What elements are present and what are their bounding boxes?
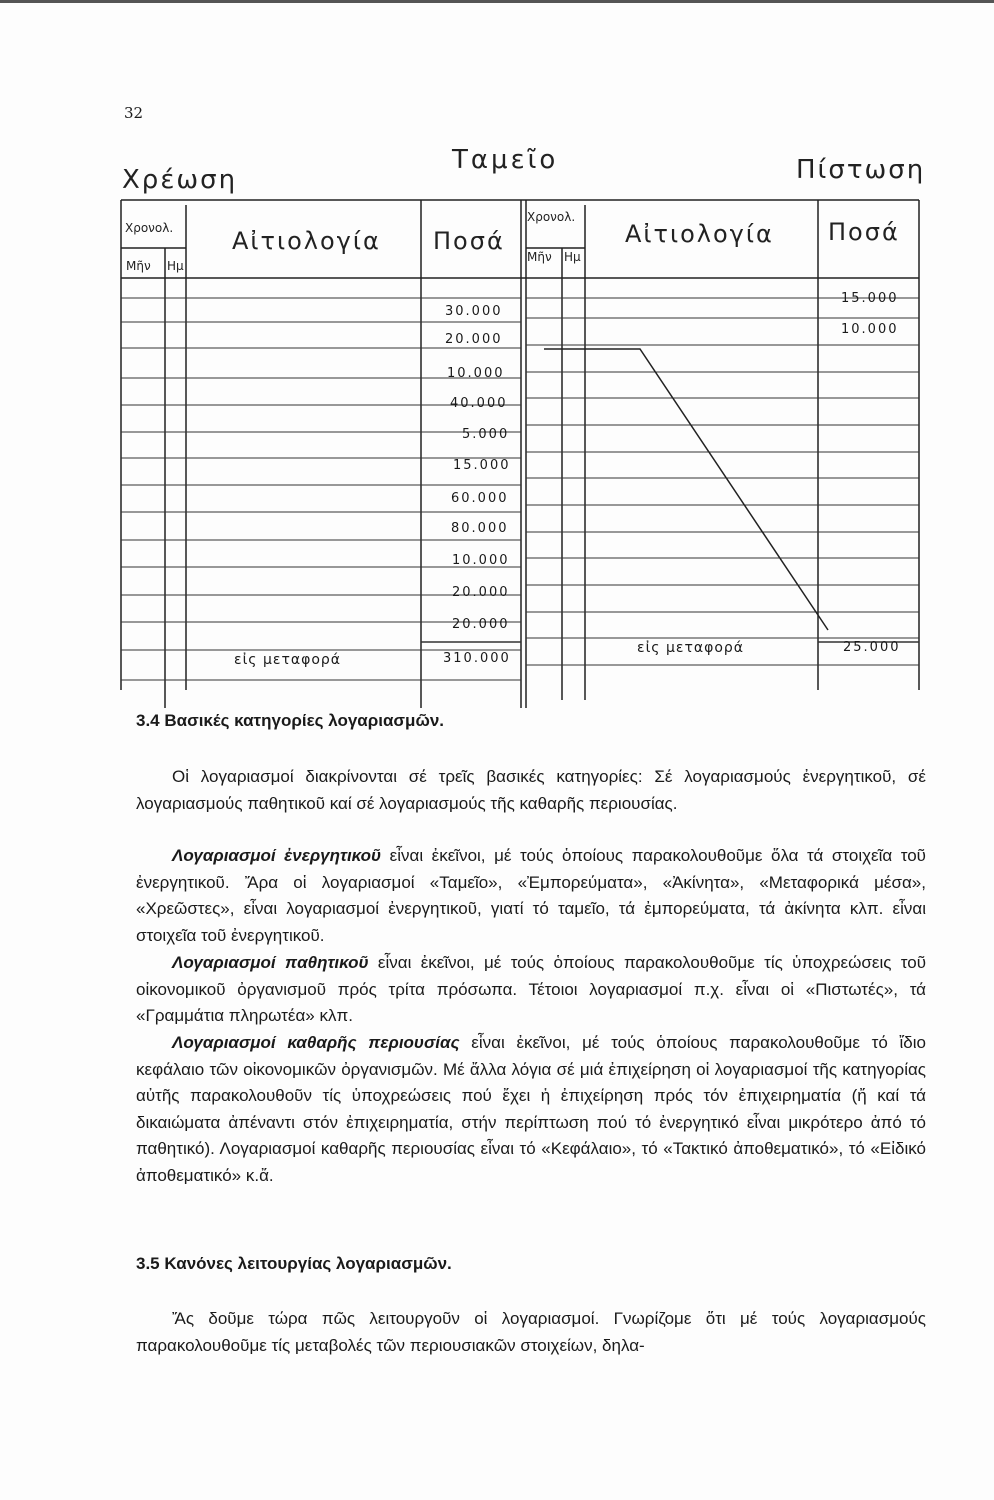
credit-col-amount: Ποσά: [828, 218, 900, 246]
section-3-4-paragraph-1: Οἱ λογαριασμοί διακρίνονται σέ τρεῖς βασικές κατηγορίες: Σέ λογαριασμούς ἐνεργητικοῦ, σέ λογαριασμούς παθητικοῦ καί σέ λογαριασμούς τῆς καθαρῆς περιουσίας.: [136, 767, 926, 813]
credit-carry-label: εἰς μεταφορά: [637, 640, 745, 656]
debit-amount: 15.000: [453, 458, 511, 473]
section-3-4-paragraph-3: Λογαριασμοί παθητικοῦ εἶναι ἐκεῖνοι, μέ τούς ὁποίους παρακολουθοῦμε τίς ὑποχρεώσεις τοῦ οἰκονομικοῦ ὀργανισμοῦ πρός τρίτα πρόσωπα. Τέτοιοι λογαριασμοί π.χ. εἶναι οἱ «Πιστωτές», τά «Γραμμάτια πληρωτέα» κλπ.: [136, 953, 926, 1025]
debit-amount: 20.000: [452, 617, 510, 632]
debit-amount: 60.000: [451, 491, 509, 506]
term-liabilities: Λογαριασμοί παθητικοῦ: [172, 953, 369, 972]
section-3-4-paragraph-4: Λογαριασμοί καθαρῆς περιουσίας εἶναι ἐκεῖνοι, μέ τούς ὁποίους παρακολουθοῦμε τό ἴδιο κεφάλαιο τῶν οἰκονομικῶν ὀργανισμῶν. Μέ ἄλλα λόγια σέ μιά ἐπιχείρηση οἱ λογαριασμοί τῆς κατηγορίας αὐτῆς παρακολουθοῦν τίς ὑποχρεώσεις πού ἔχει ἡ ἐπιχείρηση πρός τόν ἐπιχειρηματία (ἤ καί τά δικαιώματα ἀπέναντι στόν ἐπιχειρηματία, στήν περίπτωση πού τό ἐνεργητικό εἶναι μικρότερο ἀπό τό παθητικό). Λογαριασμοί καθαρῆς περιουσίας εἶναι τό «Κεφάλαιο», τό «Τακτικό ἀποθεματικό», τό «Εἰδικό ἀποθεματικό» κ.ἄ.: [136, 1033, 927, 1185]
debit-amount: 10.000: [452, 553, 510, 568]
debit-label: Χρέωση: [122, 165, 238, 195]
credit-label: Πίστωση: [796, 155, 926, 185]
debit-amount: 5.000: [462, 427, 510, 442]
credit-amount: 15.000: [841, 291, 899, 306]
credit-amount: 10.000: [841, 322, 899, 337]
debit-total: 310.000: [443, 651, 511, 666]
credit-col-description: Αἰτιολογία: [625, 220, 774, 248]
term-assets: Λογαριασμοί ἐνεργητικοῦ: [172, 846, 382, 865]
credit-col-month: Μῆν: [527, 250, 552, 264]
term-net-worth: Λογαριασμοί καθαρῆς περιουσίας: [172, 1033, 460, 1052]
debit-col-description: Αἰτιολογία: [232, 227, 381, 255]
section-3-5-title: 3.5 Κανόνες λειτουργίας λογαριασμῶν.: [136, 1254, 452, 1273]
credit-total: 25.000: [843, 640, 901, 655]
section-3-4-paragraph-2: Λογαριασμοί ἐνεργητικοῦ εἶναι ἐκεῖνοι, μέ τούς ὁποίους παρακολουθοῦμε ὅλα τά στοιχεῖα τοῦ ἐνεργητικοῦ. Ἄρα οἱ λογαριασμοί «Ταμεῖο», «Ἐμπορεύματα», «Ἀκίνητα», «Μεταφορικά μέσα», «Χρεῶστες», εἶναι λογαριασμοί ἐνεργητικοῦ, γιατί τό ταμεῖο, τά ἐμπορεύματα, τά ἀκίνητα κλπ. εἶναι στοιχεῖα τοῦ ἐνεργητικοῦ.: [136, 846, 926, 945]
credit-col-chrono: Χρονολ.: [527, 210, 576, 224]
debit-col-amount: Ποσά: [433, 227, 505, 255]
debit-amount: 40.000: [450, 396, 508, 411]
debit-carry-label: εἰς μεταφορά: [234, 652, 342, 668]
cash-ledger-t-account: [0, 0, 994, 720]
debit-amount: 20.000: [445, 332, 503, 347]
section-3-4-title: 3.4 Βασικές κατηγορίες λογαριασμῶν.: [136, 711, 444, 730]
debit-col-month: Μῆν: [126, 259, 151, 273]
balance-diagonal-line: [544, 349, 828, 630]
debit-amount: 30.000: [445, 304, 503, 319]
ledger-grid: [0, 0, 994, 720]
debit-col-day: Ημ: [167, 259, 184, 273]
ledger-title: Ταμεῖο: [452, 145, 559, 175]
debit-amount: 10.000: [447, 366, 505, 381]
debit-amount: 20.000: [452, 585, 510, 600]
page-number: 32: [124, 104, 144, 122]
debit-col-chrono: Χρονολ.: [125, 221, 174, 235]
section-3-5-paragraph-1: Ἄς δοῦμε τώρα πῶς λειτουργοῦν οἱ λογαριασμοί. Γνωρίζομε ὅτι μέ τούς λογαριασμούς παρακολουθοῦμε τίς μεταβολές τῶν περιουσιακῶν στοιχείων, δηλα-: [136, 1309, 926, 1355]
credit-col-day: Ημ: [564, 250, 581, 264]
debit-amount: 80.000: [451, 521, 509, 536]
